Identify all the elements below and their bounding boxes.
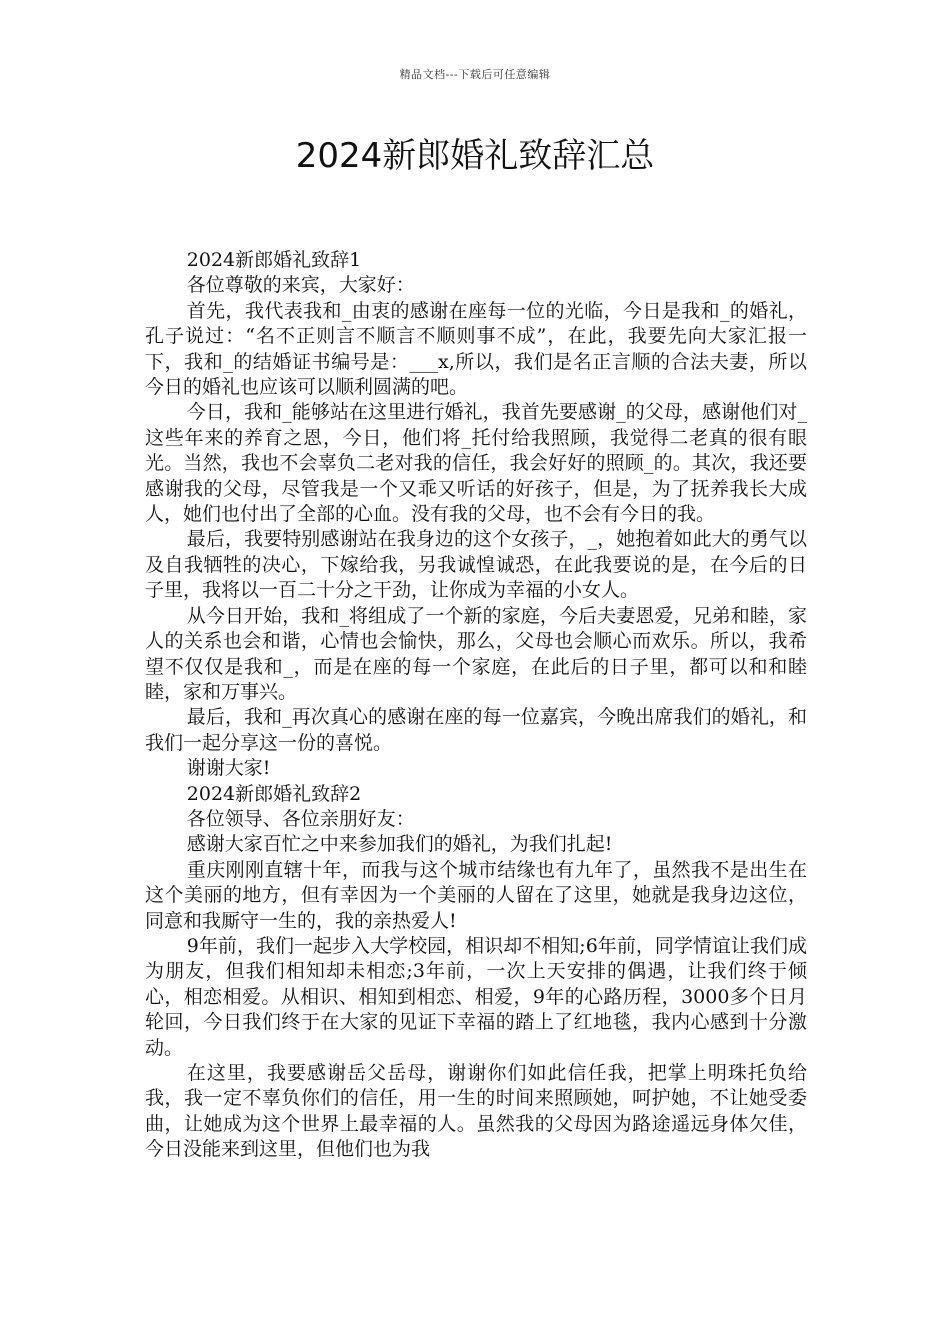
paragraph: 重庆刚刚直辖十年，而我与这个城市结缘也有九年了，虽然我不是出生在这个美丽的地方，但有幸因为一个美丽的人留在了这里，她就是我身边这位，同意和我厮守一生的，我的亲热爱人! [145, 858, 807, 932]
paragraph: 今日，我和_能够站在这里进行婚礼，我首先要感谢_的父母，感谢他们对_这些年来的养育之恩，今日，他们将_托付给我照顾，我觉得二老真的很有眼光。当然，我也不会辜负二老对我的信任，我会好好的照顾_的。其次，我还要感谢我的父母，尽管我是一个又乖又听话的好孩子，但是，为了抚养我长大成人，她们也付出了全部的心血。没有我的父母，也不会有今日的我。 [145, 401, 807, 526]
paragraph: 9年前，我们一起步入大学校园，相识却不相知;6年前，同学情谊让我们成为朋友，但我们相知却未相恋;3年前，一次上天安排的偶遇，让我们终于倾心，相恋相爱。从相识、相知到相恋、相爱，9年的心路历程，3000多个日月轮回，今日我们终于在大家的见证下幸福的踏上了红地毯，我内心感到十分激动。 [145, 934, 807, 1059]
paragraph: 各位领导、各位亲朋好友： [186, 807, 415, 830]
paragraph: 各位尊敬的来宾，大家好： [186, 274, 415, 297]
header-note: 精品文档---下载后可任意编辑 [399, 68, 551, 81]
document-body [145, 248, 807, 1163]
paragraph: 最后，我要特别感谢站在我身边的这个女孩子，_，她抱着如此大的勇气以及自我牺牲的决心，下嫁给我，另我诚惶诚恐，在此我要说的是，在今后的日子里，我将以一百二十分之干劲，让你成为幸福的小女人。 [145, 528, 807, 602]
paragraph: 感谢大家百忙之中来参加我们的婚礼，为我们扎起! [186, 833, 613, 856]
paragraph: 2024新郎婚礼致辞2 [186, 782, 362, 805]
paragraph: 首先，我代表我和_由衷的感谢在座每一位的光临，今日是我和_的婚礼，孔子说过：“名不正则言不顺言不顺则事不成”，在此，我要先向大家汇报一下，我和_的结婚证书编号是：___x,所以，我们是名正言顺的合法夫妻，所以今日的婚礼也应该可以顺利圆满的吧。 [145, 299, 807, 399]
paragraph: 在这里，我要感谢岳父岳母，谢谢你们如此信任我，把掌上明珠托负给我，我一定不辜负你们的信任，用一生的时间来照顾她，呵护她，不让她受委曲，让她成为这个世界上最幸福的人。虽然我的父母因为路途遥远身体欠佳，今日没能来到这里，但他们也为我 [145, 1062, 807, 1161]
paragraph: 从今日开始，我和_将组成了一个新的家庭，今后夫妻恩爱，兄弟和睦，家人的关系也会和谐，心情也会愉快，那么，父母也会顺心而欢乐。所以，我希望不仅仅是我和_，而是在座的每一个家庭，在此后的日子里，都可以和和睦睦，家和万事兴。 [145, 604, 807, 703]
paragraph: 2024新郎婚礼致辞1 [186, 249, 362, 271]
paragraph: 最后，我和_再次真心的感谢在座的每一位嘉宾，今晚出席我们的婚礼，和我们一起分享这一份的喜悦。 [145, 706, 807, 754]
document-title: 2024新郎婚礼致辞汇总 [295, 136, 655, 176]
paragraph: 谢谢大家! [186, 757, 271, 780]
